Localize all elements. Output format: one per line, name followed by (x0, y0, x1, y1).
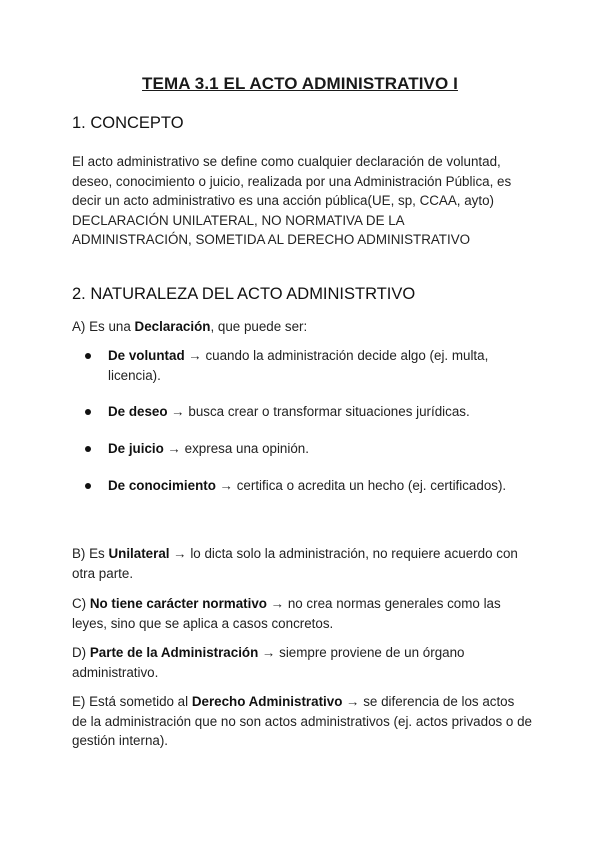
point-a-prefix: A) Es una (72, 319, 135, 334)
point-c (72, 594, 532, 633)
point-d-suffix: → siempre proviene de un órgano administrativo. (72, 645, 465, 680)
point-c-prefix: C) (72, 596, 90, 611)
point-e (72, 692, 532, 751)
point-d (72, 643, 532, 682)
bullet-icon (85, 409, 91, 415)
concepto-uppercase-line-1: DECLARACIÓN UNILATERAL, NO NORMATIVA DE LA (72, 212, 405, 228)
point-d-bold: Parte de la Administración (89, 645, 259, 660)
point-a-suffix: , que puede ser: (210, 319, 308, 334)
point-c-suffix: → no crea normas generales como las leyes, sino que se aplica a casos concretos. (72, 596, 501, 631)
point-b-bold: Unilateral (108, 546, 170, 561)
bullet-icon (85, 483, 91, 489)
concepto-text: El acto administrativo se define como cualquier declaración de voluntad, deseo, conocimiento o juicio, realizada por una Administración Pública, es decir un acto administrativo es una acción pública(UE, sp, CCAA, ayto) (72, 154, 512, 208)
bullet-text: → certifica o acredita un hecho (ej. certificados). (215, 478, 507, 493)
bullet-text: → busca crear o transformar situaciones jurídicas. (167, 404, 470, 419)
point-b-prefix: B) Es (72, 546, 109, 561)
bullet-icon (85, 446, 91, 452)
point-b-suffix: → lo dicta solo la administración, no requiere acuerdo con otra parte. (72, 546, 518, 581)
bullet-text: → cuando la administración decide algo (ej. multa, licencia). (108, 348, 489, 383)
bullet-bold: De deseo (108, 404, 168, 419)
point-e-prefix: E) Está sometido al (72, 694, 192, 709)
bullet-bold: De conocimiento (108, 478, 216, 493)
point-a (72, 317, 532, 337)
bullet-bold: De juicio (108, 441, 164, 456)
point-c-bold: No tiene carácter normativo (89, 596, 267, 611)
bullet-text: → expresa una opinión. (163, 441, 309, 456)
point-a-bold: Declaración (134, 319, 211, 334)
concepto-uppercase-line-2: ADMINISTRACIÓN, SOMETIDA AL DERECHO ADMINISTRATIVO (72, 232, 471, 247)
concepto-paragraph (72, 152, 532, 250)
bullet-icon (85, 353, 91, 359)
point-e-suffix: → se diferencia de los actos de la administración que no son actos administrativos (ej. actos privados o de gestión interna). (72, 694, 532, 748)
bullet-bold: De voluntad (108, 348, 185, 363)
point-e-bold: Derecho Administrativo (191, 694, 343, 709)
section-heading-concepto: 1. CONCEPTO (72, 114, 184, 132)
point-d-prefix: D) (72, 645, 90, 660)
document-title: TEMA 3.1 EL ACTO ADMINISTRATIVO I (142, 74, 458, 93)
section-heading-naturaleza: 2. NATURALEZA DEL ACTO ADMINISTRTIVO (72, 285, 416, 303)
point-b (72, 544, 532, 583)
